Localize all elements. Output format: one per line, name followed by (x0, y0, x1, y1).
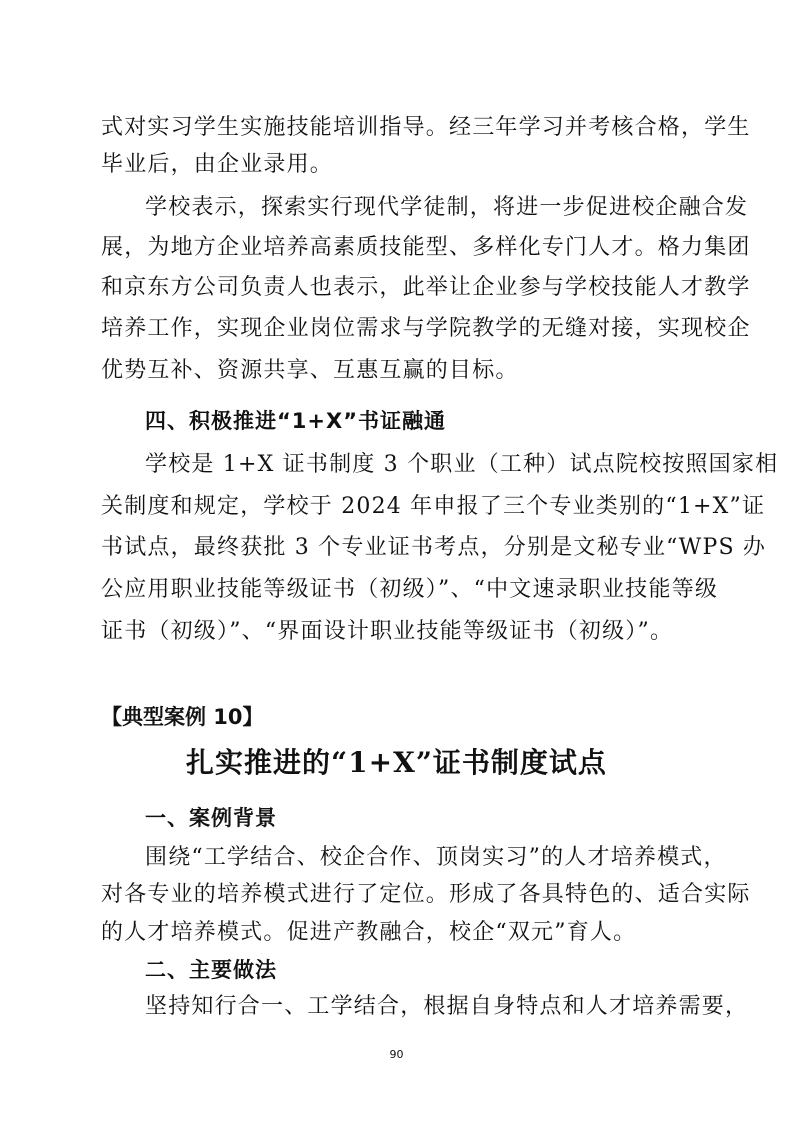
body-text-line: 对各专业的培养模式进行了定位。形成了各具特色的、适合实际 (101, 882, 751, 907)
section-heading: 四、积极推进“1+X”书证融通 (145, 409, 447, 433)
body-text-line: 坚持知行合一、工学结合，根据自身特点和人才培养需要， (145, 994, 749, 1019)
body-text-line: 围绕“工学结合、校企合作、顶岗实习”的人才培养模式， (145, 845, 727, 870)
case-tag: 【典型案例 10】 (101, 705, 264, 729)
section-heading: 一、案例背景 (145, 806, 277, 830)
body-text-line: 公应用职业技能等级证书（初级）”、“中文速录职业技能等级 (101, 577, 719, 602)
case-title: 扎实推进的“1+X”证书制度试点 (186, 746, 607, 779)
body-text-line: 学校是 1+X 证书制度 3 个职业（工种）试点院校按照国家相 (145, 452, 779, 477)
page-number: 90 (389, 1048, 404, 1061)
body-text-line: 学校表示，探索实行现代学徒制，将进一步促进校企融合发 (145, 195, 749, 220)
body-text-line: 毕业后，由企业录用。 (101, 152, 334, 177)
section-heading: 二、主要做法 (145, 958, 277, 982)
body-text-line: 的人才培养模式。促进产教融合，校企“双元”育人。 (101, 920, 637, 945)
body-text-line: 证书（初级）”、“界面设计职业技能等级证书（初级）”。 (101, 619, 674, 644)
body-text-line: 优势互补、资源共享、互惠互赢的目标。 (101, 358, 519, 383)
body-text-line: 式对实习学生实施技能培训指导。经三年学习并考核合格，学生 (101, 115, 751, 140)
body-text-line: 关制度和规定，学校于 2024 年申报了三个专业类别的“1+X”证 (101, 494, 766, 519)
body-text-line: 和京东方公司负责人也表示，此举让企业参与学校技能人才教学 (101, 275, 751, 300)
body-text-line: 展，为地方企业培养高素质技能型、多样化专门人才。格力集团 (101, 235, 751, 260)
body-text-line: 书试点，最终获批 3 个专业证书考点，分别是文秘专业“WPS 办 (101, 535, 767, 560)
body-text-line: 培养工作，实现企业岗位需求与学院教学的无缝对接，实现校企 (101, 316, 751, 341)
